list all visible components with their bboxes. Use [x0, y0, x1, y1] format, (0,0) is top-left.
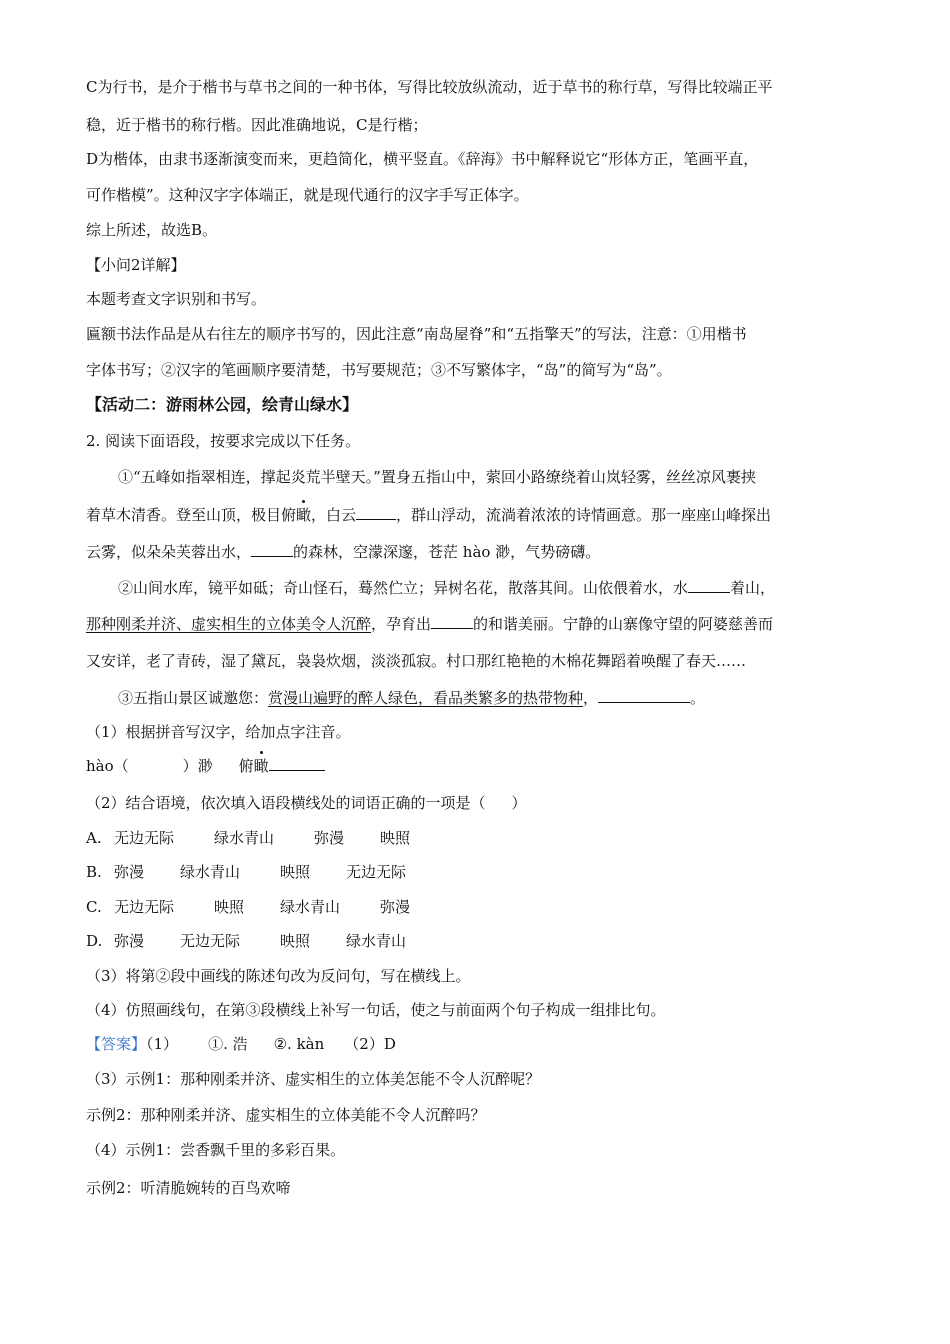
p3-text-a: ③五指山景区诚邀您：: [118, 689, 269, 707]
option-a[interactable]: [86, 827, 410, 849]
fukan-dot-char: 瞰: [253, 757, 269, 775]
option-c[interactable]: [86, 896, 410, 918]
option-b[interactable]: [86, 861, 406, 883]
q2-line1: 匾额书法作品是从右往左的顺序书写的，因此注意“南岛屋脊”和“五指擎天”的写法，注意：①用楷书: [86, 325, 747, 343]
paragraph-3: [118, 687, 705, 709]
q2-topic: 本题考查文字识别和书写。: [86, 290, 267, 308]
pinyin-close: ）渺: [182, 757, 213, 775]
q2-detail-header: 【小问2详解】: [86, 256, 186, 274]
paragraph-2-line1: [118, 577, 775, 599]
option-word: 无边无际: [180, 932, 241, 950]
question-stem: 2. 阅读下面语段，按要求完成以下任务。: [86, 432, 361, 450]
blank-4[interactable]: [431, 614, 473, 629]
blank-5[interactable]: [598, 688, 690, 703]
sub-question-3: （3）将第②段中画线的陈述句改为反问句，写在横线上。: [86, 967, 471, 985]
answer-q3-example-1: （3）示例1：那种刚柔并济、虚实相生的立体美怎能不令人沉醉呢？: [86, 1070, 541, 1088]
p1-text-b: ，白云: [311, 506, 357, 524]
option-letter: C.: [86, 898, 102, 916]
answer-q3-example-2: 示例2：那种刚柔并济、虚实相生的立体美能不令人沉醉吗？: [86, 1106, 486, 1124]
option-word: 绿水青山: [214, 829, 275, 847]
answer-item-3: （2）D: [344, 1035, 396, 1053]
analysis-d-line2: 可作楷模”。这种汉字字体端正，就是现代通行的汉字手写正体字。: [86, 186, 529, 204]
p2-text-b: 着山，: [730, 579, 776, 597]
option-letter: B.: [86, 863, 102, 881]
p1-text-a: 着草木清香。登至山顶，极目俯: [86, 506, 297, 524]
option-word: 绿水青山: [280, 898, 341, 916]
p1-text-c: ，群山浮动，流淌着浓浓的诗情画意。那一座座山峰探出: [396, 506, 772, 524]
option-letter: D.: [86, 932, 103, 950]
sub2-text: （2）结合语境，依次填入语段横线处的词语正确的一项是（: [86, 794, 486, 812]
option-word: 绿水青山: [346, 932, 407, 950]
sub-question-1-blanks: [86, 755, 325, 777]
p2-text-c: ，孕育出: [371, 615, 432, 633]
pinyin-hao: hào（: [86, 757, 129, 775]
sub-question-1: （1）根据拼音写汉字，给加点字注音。: [86, 723, 351, 741]
sub2-close: ）: [511, 794, 527, 812]
answer-space-2[interactable]: [269, 756, 325, 771]
analysis-c-line2: 稳，近于楷书的称行楷。因此准确地说，C是行楷；: [86, 116, 428, 134]
analysis-conclusion: 综上所述，故选B。: [86, 221, 218, 239]
fukan-word-a: 俯: [238, 757, 254, 775]
answer-tag: 【答案】: [86, 1035, 147, 1053]
paragraph-1-line2: [86, 504, 771, 526]
option-d[interactable]: [86, 930, 406, 952]
p1-text-d: 云雾，似朵朵芙蓉出水，: [86, 543, 252, 561]
option-word: 弥漫: [114, 863, 145, 881]
paragraph-1-line3: [86, 541, 600, 563]
p3-text-c: 。: [690, 689, 706, 707]
underlined-sentence: 那种刚柔并济、虚实相生的立体美令人沉醉: [86, 615, 372, 633]
blank-1[interactable]: [356, 505, 396, 520]
option-word: 映照: [280, 863, 311, 881]
option-word: 映照: [280, 932, 311, 950]
option-word: 弥漫: [114, 932, 145, 950]
sub-question-4: （4）仿照画线句，在第③段横线上补写一句话，使之与前面两个句子构成一组排比句。: [86, 1001, 666, 1019]
option-word: 无边无际: [114, 829, 175, 847]
option-word: 无边无际: [114, 898, 175, 916]
answer-line: [86, 1033, 396, 1055]
answer-q4-example-2: 示例2：听清脆婉转的百鸟欢啼: [86, 1179, 291, 1197]
option-word: 无边无际: [346, 863, 407, 881]
paragraph-2-line2: [86, 613, 773, 635]
answer-q4-example-1: （4）示例1：尝香飘千里的多彩百果。: [86, 1141, 346, 1159]
paragraph-2-line3: 又安详，老了青砖，湿了黛瓦，袅袅炊烟，淡淡孤寂。村口那红艳艳的木棉花舞蹈着唤醒了春天……: [86, 652, 747, 670]
answer-part1: （1）: [146, 1035, 179, 1053]
analysis-c-line1: C为行书，是介于楷书与草书之间的一种书体，写得比较放纵流动，近于草书的称行草，写得比较端正平: [86, 78, 773, 96]
option-word: 映照: [380, 829, 411, 847]
emphasis-dot-char: 瞰: [296, 506, 312, 524]
analysis-d-line1: D为楷体，由隶书逐渐演变而来，更趋简化，横平竖直。《辞海》书中解释说它“形体方正，笔画平直，: [86, 150, 759, 168]
p2-text-d: 的和谐美丽。宁静的山寨像守望的阿婆慈善而: [473, 615, 774, 633]
sub-question-2: [86, 792, 527, 814]
blank-3[interactable]: [688, 578, 730, 593]
paragraph-1-line1: ①“五峰如指翠相连，撑起炎荒半壁天。”置身五指山中，萦回小路缭绕着山岚轻雾，丝丝凉风裹挟: [118, 468, 756, 486]
p1-text-e: 的森林，空濛深邃，苍茫 hào 渺，气势磅礴。: [293, 543, 601, 561]
option-word: 绿水青山: [180, 863, 241, 881]
option-word: 弥漫: [314, 829, 345, 847]
p2-text-a: ②山间水库，镜平如砥；奇山怪石，蓦然伫立；异树名花，散落其间。山依偎着水，水: [118, 579, 689, 597]
underlined-sentence-2: 赏漫山遍野的醉人绿色，看品类繁多的热带物种: [268, 689, 584, 707]
q2-line2: 字体书写；②汉字的笔画顺序要清楚，书写要规范；③不写繁体字，“岛”的简写为“岛”。: [86, 361, 672, 379]
activity-title: 【活动二：游雨林公园，绘青山绿水】: [86, 395, 359, 414]
answer-item-1: ①. 浩: [208, 1035, 248, 1053]
option-letter: A.: [86, 829, 102, 847]
blank-2[interactable]: [251, 542, 293, 557]
answer-item-2: ②. kàn: [273, 1035, 325, 1053]
option-word: 映照: [214, 898, 245, 916]
p3-text-b: ，: [583, 689, 599, 707]
option-word: 弥漫: [380, 898, 411, 916]
